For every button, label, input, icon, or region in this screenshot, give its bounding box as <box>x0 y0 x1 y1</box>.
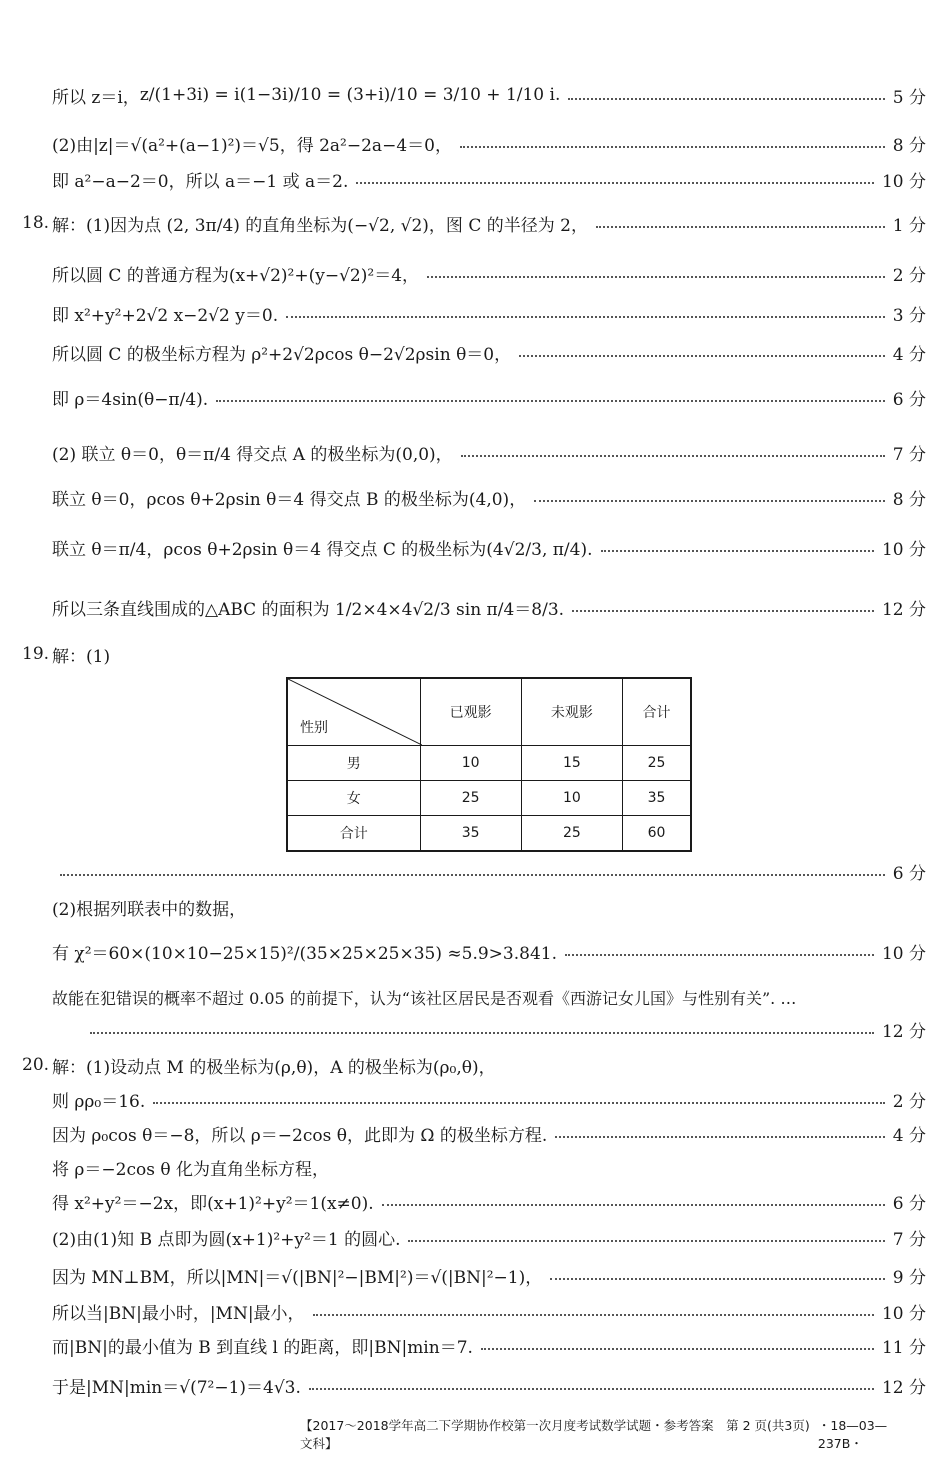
dot-leader <box>460 146 885 148</box>
dot-leader <box>568 98 884 100</box>
dot-leader <box>550 1278 885 1280</box>
footer-left: 【2017～2018学年高二下学期协作校第一次月度考试数学试题・参考答案 第 2 页(共3页)文科】 <box>300 1418 810 1451</box>
answer-line <box>52 1118 926 1148</box>
line-text: (2)由|z|＝√(a²+(a−1)²)＝√5，得 2a²−2a−4＝0， <box>52 135 452 156</box>
dot-leader <box>461 455 885 457</box>
line-text: (2)由(1)知 B 点即为圆(x+1)²+y²＝1 的圆心. <box>52 1229 401 1250</box>
points: 6 分 <box>892 1193 926 1214</box>
dot-leader <box>153 1102 885 1104</box>
line-text: 联立 θ＝π/4，ρcos θ+2ρsin θ＝4 得交点 C 的极坐标为(4√2/3, π/4). <box>52 539 593 560</box>
question-number: 20. <box>22 1055 50 1075</box>
line-text: 有 χ²＝60×(10×10−25×15)²/(35×25×25×35) ≈5.9>3.841. <box>52 943 557 964</box>
answer-line <box>52 1084 926 1114</box>
line-text: 因为 MN⊥BM，所以|MN|＝√(|BN|²−|BM|²)＝√(|BN|²−1)， <box>52 1267 543 1288</box>
question-number: 18. <box>22 213 50 233</box>
dot-leader <box>216 400 885 402</box>
points: 7 分 <box>892 444 926 465</box>
column-header: 合计 <box>623 678 692 746</box>
line-text: 所以圆 C 的极坐标方程为 ρ²+2√2ρcos θ−2√2ρsin θ＝0， <box>52 344 512 365</box>
answer-line <box>52 1330 926 1360</box>
dot-leader <box>60 874 885 876</box>
table-cell: 10 <box>420 746 521 781</box>
contingency-table <box>286 677 692 852</box>
points: 8 分 <box>892 135 926 156</box>
answer-line <box>90 1014 926 1044</box>
answer-line <box>52 592 926 622</box>
answer-line <box>52 1370 926 1400</box>
dot-leader <box>313 1314 874 1316</box>
points: 12 分 <box>881 1021 926 1042</box>
points: 6 分 <box>892 863 926 884</box>
line-text: 故能在犯错误的概率不超过 0.05 的前提下，认为“该社区居民是否观看《西游记女儿国》与性别有关”. … <box>52 988 797 1008</box>
line-text: 即 x²+y²+2√2 x−2√2 y＝0. <box>52 305 279 326</box>
dot-leader <box>596 226 885 228</box>
answer-line <box>52 482 926 512</box>
dot-leader <box>534 500 885 502</box>
table-cell: 25 <box>623 746 692 781</box>
line-text: 所以圆 C 的普通方程为(x+√2)²+(y−√2)²＝4， <box>52 265 420 286</box>
line-text: 所以三条直线围成的△ABC 的面积为 1/2×4×4√2/3 sin π/4＝8/3. <box>52 599 565 620</box>
points: 10 分 <box>881 1303 926 1324</box>
points: 7 分 <box>892 1229 926 1250</box>
line-text: 所以 z＝i， <box>52 87 140 108</box>
answer-line <box>22 1050 926 1080</box>
points: 12 分 <box>881 599 926 620</box>
table-cell: 10 <box>521 781 622 816</box>
line-text: (2) 联立 θ＝0，θ＝π/4 得交点 A 的极坐标为(0,0)， <box>52 444 453 465</box>
answer-line <box>52 982 926 1012</box>
answer-line <box>52 1222 926 1252</box>
answer-line <box>52 936 926 966</box>
table-cell: 25 <box>521 816 622 852</box>
points: 8 分 <box>892 489 926 510</box>
answer-line <box>52 1260 926 1290</box>
answer-line <box>52 892 926 922</box>
points: 12 分 <box>881 1377 926 1398</box>
table-row <box>287 816 691 852</box>
line-text: 即 a²−a−2＝0，所以 a＝−1 或 a＝2. <box>52 171 349 192</box>
line-text: 因为 ρ₀cos θ＝−8，所以 ρ＝−2cos θ，此即为 Ω 的极坐标方程. <box>52 1125 548 1146</box>
dot-leader <box>519 355 885 357</box>
line-text: 得 x²+y²＝−2x，即(x+1)²+y²＝1(x≠0). <box>52 1193 374 1214</box>
points: 11 分 <box>881 1337 926 1358</box>
dot-leader <box>601 550 874 552</box>
dot-leader <box>572 610 874 612</box>
answer-line <box>52 164 926 194</box>
dot-leader <box>356 182 874 184</box>
row-label: 女 <box>287 781 420 816</box>
line-text: 将 ρ＝−2cos θ 化为直角坐标方程， <box>52 1159 329 1180</box>
points: 9 分 <box>892 1267 926 1288</box>
answer-line <box>52 337 926 367</box>
line-text: 即 ρ＝4sin(θ−π/4). <box>52 389 209 410</box>
answer-line <box>52 382 926 412</box>
points: 6 分 <box>892 389 926 410</box>
answer-line <box>22 208 926 238</box>
answer-line <box>52 128 926 158</box>
answer-line <box>52 1152 926 1182</box>
line-math: z/(1+3i) = i(1−3i)/10 = (3+i)/10 = 3/10 + 1/10 i. <box>139 85 561 105</box>
line-text: 解：(1)设动点 M 的极坐标为(ρ,θ)，A 的极坐标为(ρ₀,θ)， <box>52 1057 496 1078</box>
points: 4 分 <box>892 344 926 365</box>
line-text: 解：(1) <box>52 646 111 667</box>
answer-line <box>52 532 926 562</box>
table-corner-cell <box>287 678 420 746</box>
line-text: 所以当|BN|最小时，|MN|最小， <box>52 1303 305 1324</box>
points: 1 分 <box>892 215 926 236</box>
table-cell: 25 <box>420 781 521 816</box>
dot-leader <box>382 1204 885 1206</box>
dot-leader <box>481 1348 874 1350</box>
points: 5 分 <box>892 87 926 108</box>
column-header: 未观影 <box>521 678 622 746</box>
points: 10 分 <box>881 539 926 560</box>
points: 4 分 <box>892 1125 926 1146</box>
row-label: 男 <box>287 746 420 781</box>
line-text: 于是|MN|min＝√(7²−1)＝4√3. <box>52 1377 301 1398</box>
answer-line <box>52 1186 926 1216</box>
line-text: 而|BN|的最小值为 B 到直线 l 的距离，即|BN|min＝7. <box>52 1337 473 1358</box>
table-cell: 35 <box>420 816 521 852</box>
line-text: 联立 θ＝0，ρcos θ+2ρsin θ＝4 得交点 B 的极坐标为(4,0)， <box>52 489 527 510</box>
line-text: 则 ρρ₀＝16. <box>52 1091 146 1112</box>
answer-line <box>52 437 926 467</box>
answer-line <box>52 258 926 288</box>
points: 2 分 <box>892 265 926 286</box>
page-footer <box>300 1416 926 1452</box>
points: 3 分 <box>892 305 926 326</box>
answer-line <box>22 639 926 669</box>
dot-leader <box>427 276 885 278</box>
dot-leader <box>90 1032 874 1034</box>
question-number: 19. <box>22 644 50 664</box>
answer-line <box>52 298 926 328</box>
points: 2 分 <box>892 1091 926 1112</box>
line-text: 解：(1)因为点 (2, 3π/4) 的直角坐标为(−√2, √2)，图 C 的半径为 2， <box>52 215 588 236</box>
line-text: (2)根据列联表中的数据， <box>52 899 247 920</box>
table-cell: 15 <box>521 746 622 781</box>
dot-leader <box>408 1240 884 1242</box>
dot-leader <box>309 1388 874 1390</box>
table-row <box>287 781 691 816</box>
points: 10 分 <box>881 943 926 964</box>
answer-line <box>52 80 926 110</box>
table-cell: 60 <box>623 816 692 852</box>
answer-line <box>52 1296 926 1326</box>
table-row <box>287 746 691 781</box>
footer-right: ・18—03—237B・ <box>817 1418 888 1451</box>
table-cell: 35 <box>623 781 692 816</box>
column-header: 已观影 <box>420 678 521 746</box>
dot-leader <box>555 1136 884 1138</box>
dot-leader <box>565 954 874 956</box>
answer-line <box>60 856 926 886</box>
corner-label: 性别 <box>300 720 328 736</box>
dot-leader <box>286 316 885 318</box>
points: 10 分 <box>881 171 926 192</box>
row-label: 合计 <box>287 816 420 852</box>
